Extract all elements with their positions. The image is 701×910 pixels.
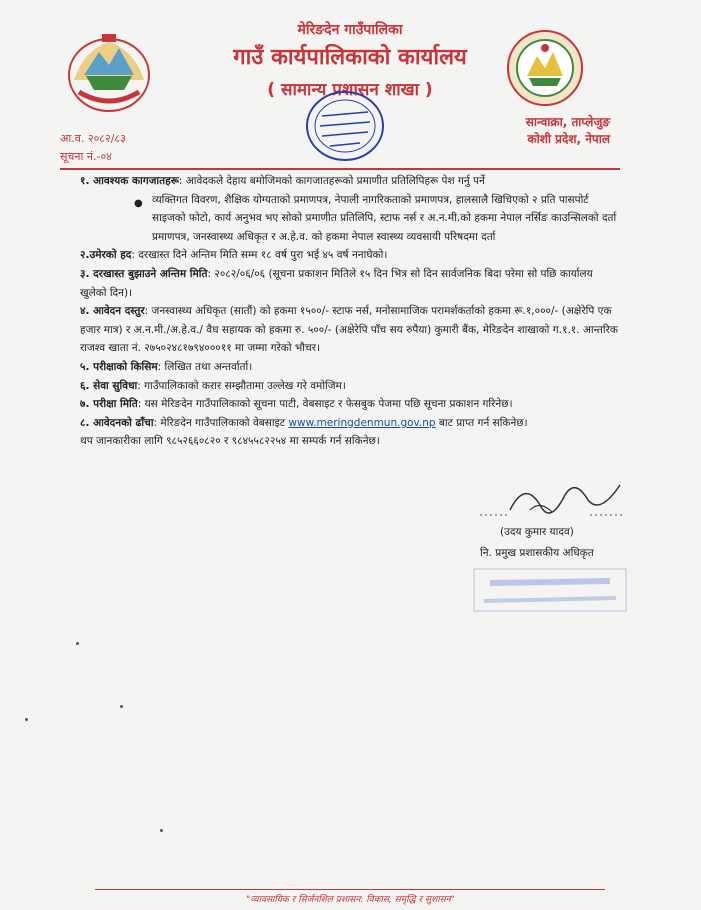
- item-2: [80, 246, 620, 265]
- item-8-text-after: बाट प्राप्त गर्न सकिनेछ।: [435, 416, 528, 429]
- item-8: [80, 414, 620, 433]
- office-name: गाउँ कार्यपालिकाको कार्यालय: [233, 45, 467, 70]
- item-1-text: : आवेदकले देहाय बमोजिमको कागजातहरूको प्रमाणीत प्रतिलिपिहरू पेश गर्नु पर्ने: [178, 175, 485, 187]
- notice-number: सूचना नं.-०४: [60, 150, 112, 163]
- paper-speck: [25, 718, 28, 721]
- signatory-name: (उदय कुमार यादव): [500, 526, 574, 538]
- website-link[interactable]: www.meringdenmun.gov.np: [288, 416, 436, 429]
- item-2-text: : दरखास्त दिने अन्तिम मिति सम्म १८ वर्ष पुरा भई ४५ वर्ष ननाघेको।: [131, 249, 388, 262]
- notice-body: [80, 172, 620, 451]
- fiscal-year: आ.व. २०८२/८३: [60, 132, 126, 145]
- item-5-label: ५. परीक्षाको किसिम: [80, 360, 158, 373]
- office-address: [490, 114, 610, 148]
- document-list-item: [80, 191, 620, 247]
- item-5: [80, 358, 620, 377]
- paper-speck: [76, 642, 79, 645]
- item-3: [80, 265, 620, 302]
- item-6-label: ६. सेवा सुविधा: [80, 379, 138, 392]
- paper-speck: [120, 705, 123, 708]
- item-3-text: : २०८२/०६/०६ (सूचना प्रकाशन मितिले १५ दिन भित्र सो दिन सार्वजनिक बिदा परेमा सो पछि कार्यालय खुलेको दिन)।: [80, 267, 593, 299]
- item-3-label: ३. दरखास्त बुझाउने अन्तिम मिति: [80, 267, 208, 280]
- item-4-label: ४. आवेदन दस्तुर: [80, 305, 145, 318]
- office-stamp-icon: [300, 86, 390, 166]
- item-7-text: : यस मेरिङदेन गाउँपालिकाको सूचना पाटी, वेबसाइट र फेसबुक पेजमा पछि सूचना प्रकाशन गरिनेछ।: [137, 398, 513, 411]
- name-seal-icon: [470, 565, 630, 615]
- municipality-name: मेरिङदेन गाउँपालिका: [297, 22, 403, 38]
- reference-block: [60, 130, 126, 166]
- item-8-text-before: : मेरिङदेन गाउँपालिकाको वेबसाइट: [153, 416, 289, 429]
- item-5-text: : लिखित तथा अन्तर्वार्ता।: [157, 360, 253, 373]
- item-2-label: २.उमेरको हद: [80, 249, 132, 262]
- address-line-1: सान्वाक्रा, ताप्लेजुङ: [525, 115, 610, 129]
- paper-speck: [160, 829, 163, 832]
- item-4-text: : जनस्वास्थ्य अधिकृत (सातौं) को हकमा १५००/- स्टाफ नर्स, मनोसामाजिक परामर्शकर्ताको हकमा रू.१,०००/- (अक्षेरेपि एक हजार मात्र) र अ.न.मी./अ.हे.व./ वैध सहायक को हकमा रु. ५००/- (अक्षेरेपि पाँच सय रुपैया) कुमारी बैंक, मेरिङदेन शाखाको ग.१.१. आन्तरिक राजश्व खाता नं. २७५०२४८१७९४०००११ मा जम्मा गरेको भौचर।: [80, 305, 618, 355]
- item-6-text: : गाउँपालिकाको करार सम्झौतामा उल्लेख गरे वमोजिम।: [137, 379, 346, 392]
- address-line-2: कोशी प्रदेश, नेपाल: [527, 132, 610, 146]
- item-1-label: १. आवश्यक कागजातहरू: [80, 175, 179, 187]
- item-6: [80, 377, 620, 396]
- signature-icon: [470, 470, 630, 530]
- document-list-text: व्यक्तिगत विवरण, शैक्षिक योग्यताको प्रमाणपत्र, नेपाली नागरिकताको प्रमाणपत्र, हालसालै खिचिएको २ प्रति पासपोर्ट साइजको फोटो, कार्य अनुभव भए सोको प्रमाणीत प्रतिलिपि, स्टाफ नर्स र अ.न.मी.को हकमा नेपाल नर्सिङ काउन्सिलको दर्ता प्रमाणपत्र, जनस्वास्थ्य अधिकृत र अ.हे.व. को हकमा नेपाल स्वास्थ्य व्यवसायी परिषदमा दर्ता: [152, 193, 617, 243]
- footer-motto: "व्यावसायिक र सिर्जनशिल प्रशासन: विकास, समृद्धि र सुशासन": [246, 895, 455, 905]
- item-7-label: ७. परीक्षा मिति: [80, 398, 138, 411]
- government-emblem-icon: [64, 30, 154, 115]
- contact-line: थप जानकारीका लागि ९८५२६६०८२० र ९८४५५८२२५४ मा सम्पर्क गर्न सकिनेछ।: [80, 435, 380, 448]
- bullet-icon: ●: [134, 197, 143, 209]
- branch-name: ( सामान्य प्रशासन शाखा ): [267, 80, 433, 100]
- municipality-logo-icon: [505, 28, 585, 108]
- signatory-title: नि. प्रमुख प्रशासकीय अधिकृत: [480, 547, 594, 559]
- footer-divider: [95, 889, 605, 890]
- item-8-label: ८. आवेदनको ढाँचा: [80, 416, 154, 429]
- item-7: [80, 395, 620, 414]
- item-1: [80, 172, 620, 191]
- header-divider: [60, 168, 620, 170]
- item-4: [80, 302, 620, 358]
